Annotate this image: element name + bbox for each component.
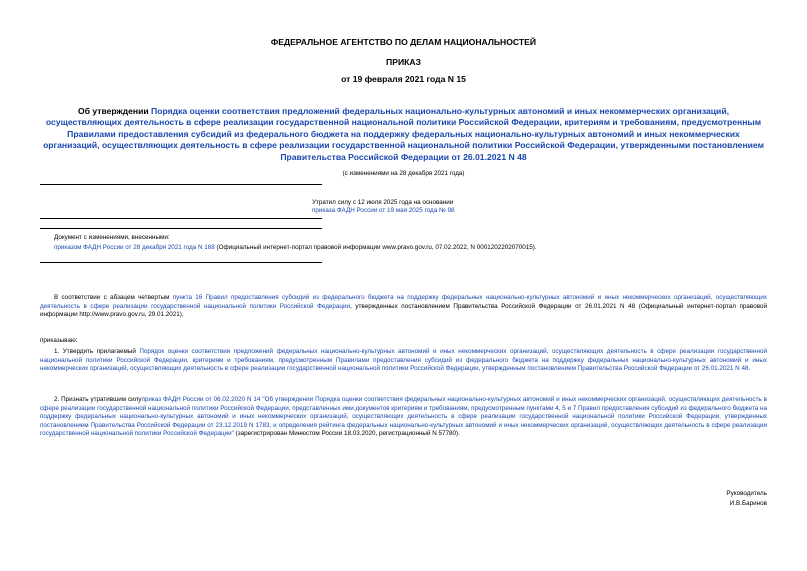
preamble-rest: , утвержденных постановлением Правительства Российской Федерации от 26.01.2021 N 48 (Официальный интернет-портал правовой информации http://www.pravo.gov.ru, 29.01.2021), bbox=[40, 302, 767, 319]
signature-block bbox=[726, 489, 767, 509]
document-date-number: от 19 февраля 2021 года N 15 bbox=[341, 74, 466, 84]
title-prefix: Об утверждении bbox=[78, 106, 152, 116]
amendment-note: (с изменениями на 28 декабря 2021 года) bbox=[342, 170, 465, 177]
item2-link[interactable]: приказ ФАДН России от 06.02.2020 N 14 "Об утверждении Порядка оценки соответствия федеральных национально-культурных автономий и иных некоммерческих организаций, осуществляющих деятельность в сфере реализации государственной национальной политики Российской Федерации, представленных ими документов критериям и требованиям, предусмотренным пунктами 4, 5 и 7 Правил предоставления субсидий из федерального бюджета на поддержку федеральных национально-культурных автономий и иных некоммерческих организаций, осуществляющих деятельность в сфере реализации государственной национальной политики Российской Федерации, утвержденных постановлением Правительства Российской Федерации от 23.12.2019 N 1783, и определения рейтинга федеральных национально-культурных автономий и иных некоммерческих организаций, осуществляющих деятельность в сфере реализации государственной национальной политики Российской Федерации" bbox=[40, 396, 767, 438]
divider-line bbox=[40, 218, 322, 219]
item1-lead: 1. Утвердить прилагаемый bbox=[54, 348, 140, 355]
agency-name: ФЕДЕРАЛЬНОЕ АГЕНТСТВО ПО ДЕЛАМ НАЦИОНАЛЬНОСТЕЙ bbox=[270, 37, 537, 47]
divider-line bbox=[40, 228, 322, 229]
divider-line bbox=[40, 262, 322, 263]
changes-label: Документ с изменениями, внесенными: bbox=[54, 234, 170, 241]
signer-position: Руководитель bbox=[726, 490, 767, 497]
order-word: приказываю: bbox=[40, 337, 78, 344]
changes-source: (Официальный интернет-портал правовой информации www.pravo.gov.ru, 07.02.2022, N 0001202202070015). bbox=[214, 244, 537, 252]
item1-link[interactable]: Порядок оценки соответствия предложений федеральных национально-культурных автономий и иных некоммерческих организаций, осуществляющих деятельность в сфере реализации государственной национальной политики Российской Федерации, критериям и требованиям, предусмотренным Правилами предоставления субсидий из федерального бюджета на поддержку федеральных национально-культурных автономий и иных некоммерческих организаций, осуществляющих деятельность в сфере реализации государственной национальной политики Российской Федерации, утвержденным постановлением Правительства Российской Федерации от 26.01.2021 N 48. bbox=[40, 348, 767, 373]
item2-lead: 2. Признать утратившим силу bbox=[54, 396, 142, 403]
expiry-text: Утратил силу с 12 июля 2025 года на основании bbox=[312, 199, 454, 206]
preamble-paragraph bbox=[40, 294, 767, 320]
divider-line bbox=[40, 184, 322, 185]
preamble-link[interactable]: пункта 16 Правил предоставления субсидий из федерального бюджета на поддержку федеральных национально-культурных автономий и иных некоммерческих организаций, осуществляющих деятельность в сфере реализации государственной национальной политики Российской Федерации bbox=[40, 294, 767, 310]
preamble-lead: В соответствии с абзацем четвертым bbox=[54, 294, 173, 301]
item2-rest: (зарегистрирован Минюстом России 18.03.2020, регистрационный N 57780). bbox=[233, 430, 460, 438]
changes-link[interactable]: приказом ФАДН России от 28 декабря 2021 года N 168 bbox=[54, 244, 215, 252]
order-item-1 bbox=[40, 348, 767, 374]
changes-block bbox=[54, 234, 754, 252]
order-item-2 bbox=[40, 396, 767, 439]
document-type: ПРИКАЗ bbox=[386, 57, 421, 67]
signer-name: И.В.Баринов bbox=[729, 500, 767, 507]
expiry-notice bbox=[312, 199, 572, 215]
document-title bbox=[40, 106, 767, 163]
expiry-link[interactable]: приказа ФАДН России от 19 мая 2025 года № 98 bbox=[312, 207, 455, 215]
title-link[interactable]: Порядка оценки соответствия предложений федеральных национально-культурных автономий и иных некоммерческих организаций, осуществляющих деятельность в сфере реализации государственной национальной политики Российской Федерации, критериям и требованиям, предусмотренным Правилами предоставления субсидий из федерального бюджета на поддержку федеральных национально-культурных автономий и иных некоммерческих организаций, осуществляющих деятельность в сфере реализации государственной национальной политики Российской Федерации, утвержденными постановлением Правительства Российской Федерации от 26.01.2021 N 48 bbox=[43, 106, 764, 162]
